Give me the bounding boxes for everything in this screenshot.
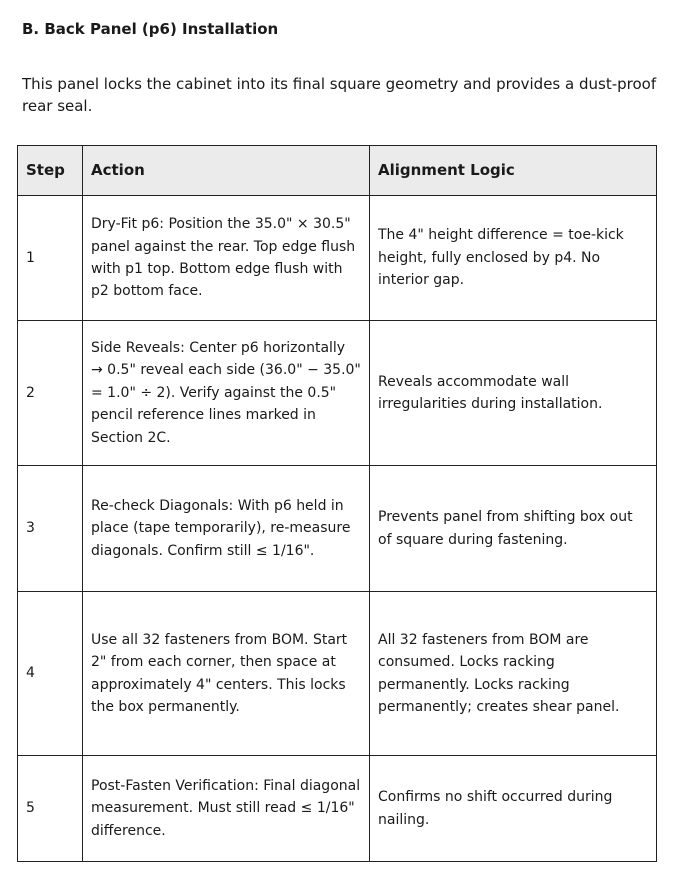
step-logic: The 4" height difference = toe-kick height, fully enclosed by p4. No interior gap.: [370, 196, 657, 321]
step-action: Post-Fasten Verification: Final diagonal measurement. Must still read ≤ 1/16" difference.: [83, 756, 370, 862]
header-alignment-logic: Alignment Logic: [370, 146, 657, 196]
step-number: 2: [18, 321, 83, 466]
table-row: [18, 196, 657, 321]
step-action: Side Reveals: Center p6 horizontally → 0.5" reveal each side (36.0" − 35.0" = 1.0" ÷ 2). Verify against the 0.5" pencil reference lines marked in Section 2C.: [83, 321, 370, 466]
step-action: Use all 32 fasteners from BOM. Start 2" from each corner, then space at approximately 4" centers. This locks the box permanently.: [83, 592, 370, 756]
table-row: [18, 592, 657, 756]
step-logic: Prevents panel from shifting box out of square during fastening.: [370, 466, 657, 592]
step-number: 5: [18, 756, 83, 862]
section-heading: B. Back Panel (p6) Installation: [22, 20, 279, 38]
table-row: [18, 756, 657, 862]
step-logic: Confirms no shift occurred during nailing.: [370, 756, 657, 862]
installation-steps-table: [17, 145, 657, 862]
table-row: [18, 321, 657, 466]
header-action: Action: [83, 146, 370, 196]
step-action: Dry-Fit p6: Position the 35.0" × 30.5" panel against the rear. Top edge flush with p1 top. Bottom edge flush with p2 bottom face.: [83, 196, 370, 321]
step-number: 1: [18, 196, 83, 321]
step-logic: Reveals accommodate wall irregularities during installation.: [370, 321, 657, 466]
step-number: 3: [18, 466, 83, 592]
table-row: [18, 466, 657, 592]
step-action: Re-check Diagonals: With p6 held in place (tape temporarily), re-measure diagonals. Confirm still ≤ 1/16".: [83, 466, 370, 592]
intro-paragraph: This panel locks the cabinet into its final square geometry and provides a dust-proof rear seal.: [22, 75, 657, 115]
header-step: Step: [18, 146, 83, 196]
step-logic: All 32 fasteners from BOM are consumed. Locks racking permanently. Locks racking permanently; creates shear panel.: [370, 592, 657, 756]
step-number: 4: [18, 592, 83, 756]
table-header-row: [18, 146, 657, 196]
